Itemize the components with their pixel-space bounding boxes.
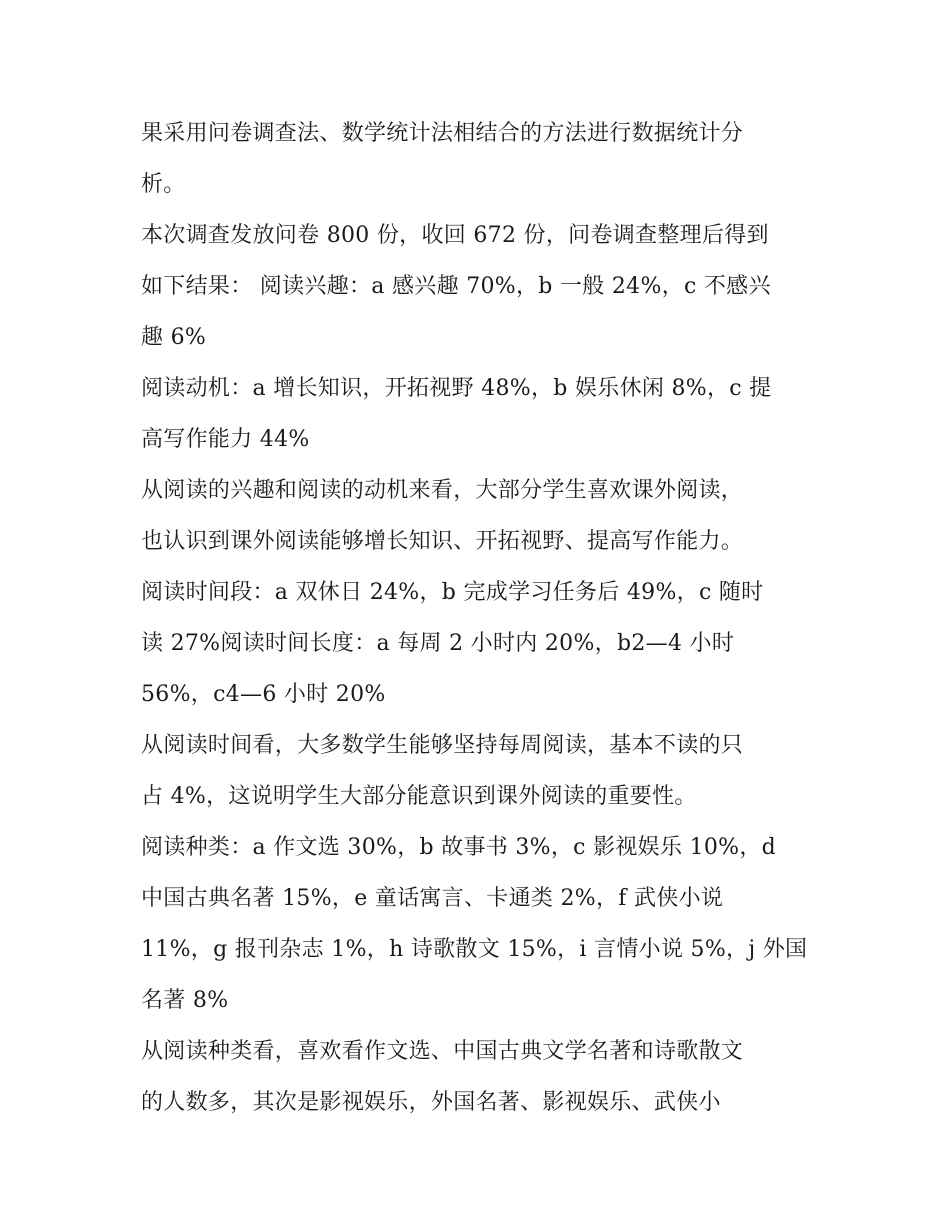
text-line: 中国古典名著 15%，e 童话寓言、卡通类 2%，f 武侠小说: [141, 886, 724, 911]
text-line: 占 4%，这说明学生大部分能意识到课外阅读的重要性。: [141, 784, 697, 809]
body-text: [141, 108, 821, 1128]
text-line: 56%，c4—6 小时 20%: [141, 682, 386, 707]
text-line: 趣 6%: [141, 325, 207, 350]
text-line: 从阅读时间看，大多数学生能够坚持每周阅读，基本不读的只: [141, 733, 744, 758]
text-line: 也认识到课外阅读能够增长知识、开拓视野、提高写作能力。: [141, 529, 744, 554]
text-line: 析。: [141, 172, 186, 197]
text-line: 高写作能力 44%: [141, 427, 310, 452]
text-line: 阅读时间段：a 双休日 24%，b 完成学习任务后 49%，c 随时: [141, 580, 764, 605]
text-line: 读 27%阅读时间长度：a 每周 2 小时内 20%，b2—4 小时: [141, 631, 735, 656]
text-line: 从阅读的兴趣和阅读的动机来看，大部分学生喜欢课外阅读，: [141, 478, 744, 503]
text-line: 本次调查发放问卷 800 份，收回 672 份，问卷调查整理后得到: [141, 223, 769, 248]
text-line: 阅读种类：a 作文选 30%，b 故事书 3%，c 影视娱乐 10%，d: [141, 835, 777, 860]
text-line: 如下结果： 阅读兴趣：a 感兴趣 70%，b 一般 24%，c 不感兴: [141, 274, 771, 299]
text-line: 阅读动机：a 增长知识，开拓视野 48%，b 娱乐休闲 8%，c 提: [141, 376, 772, 401]
text-line: 的人数多，其次是影视娱乐，外国名著、影视娱乐、武侠小: [141, 1090, 721, 1115]
text-line: 果采用问卷调查法、数学统计法相结合的方法进行数据统计分: [141, 121, 744, 146]
text-line: 名著 8%: [141, 988, 229, 1013]
text-line: 11%，g 报刊杂志 1%，h 诗歌散文 15%，i 言情小说 5%，j 外国: [141, 937, 808, 962]
text-line: 从阅读种类看，喜欢看作文选、中国古典文学名著和诗歌散文: [141, 1039, 744, 1064]
